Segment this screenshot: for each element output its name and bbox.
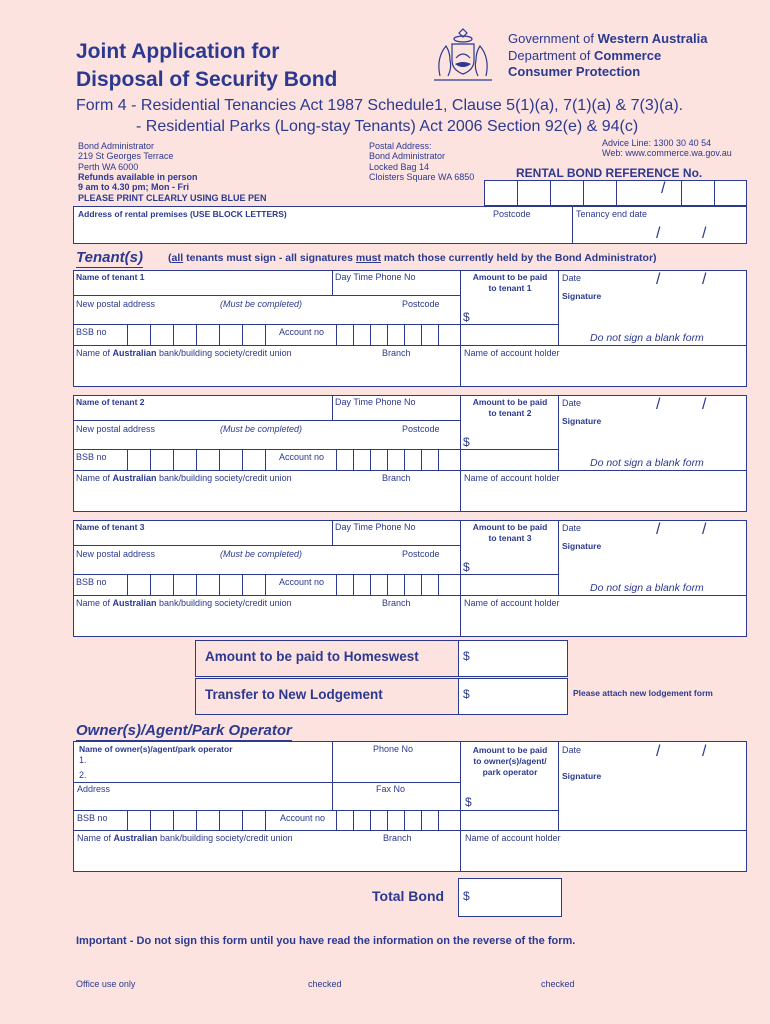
refunds-hours: 9 am to 4.30 pm; Mon - Fri — [78, 182, 190, 193]
postcode-label: Postcode — [402, 549, 440, 559]
acct-cell — [404, 324, 405, 345]
bank-suffix: bank/building society/credit union — [156, 473, 292, 483]
dollar-sign: $ — [463, 435, 470, 449]
acct-cell — [421, 324, 422, 345]
ref-cell-divider — [714, 180, 715, 206]
premises-postcode-label: Postcode — [493, 209, 531, 219]
bsb-cell — [173, 449, 174, 470]
tenants-note — [168, 252, 657, 264]
attach-note: Please attach new lodgement form — [573, 688, 713, 698]
tenants-heading: Tenant(s) — [76, 249, 143, 266]
bsb-cell — [150, 810, 151, 830]
address-line: Perth WA 6000 — [78, 161, 139, 172]
owner-box — [73, 741, 747, 872]
row-line — [73, 810, 558, 811]
row-line — [73, 345, 747, 346]
col-line — [332, 520, 333, 545]
date-slash: / — [656, 271, 661, 288]
date-slash: / — [702, 521, 707, 538]
col-line — [332, 395, 333, 420]
dollar-sign: $ — [463, 310, 470, 324]
acct-cell — [404, 810, 405, 830]
blank-form-warning: Do not sign a blank form — [590, 582, 704, 594]
row-line — [73, 420, 460, 421]
date-slash: / — [702, 271, 707, 288]
form-reference-line1: Form 4 - Residential Tenancies Act 1987 Schedule1, Clause 5(1)(a), 7(1)(a) & 7(3)(a). — [76, 97, 684, 114]
ref-slash: / — [661, 180, 666, 197]
office-use-label: Office use only — [76, 979, 136, 989]
bsb-cell — [196, 324, 197, 345]
acct-cell — [438, 324, 439, 345]
amount-label: Amount to be paid — [472, 272, 548, 282]
ref-cell-divider — [517, 180, 518, 206]
bsb-cell — [150, 449, 151, 470]
bank-label — [76, 473, 292, 483]
bsb-cell — [242, 574, 243, 595]
acct-cell — [438, 449, 439, 470]
col-line — [460, 741, 461, 872]
dollar-sign: $ — [463, 649, 470, 663]
date-slash: / — [702, 743, 707, 760]
col-line — [332, 741, 333, 810]
acct-cell — [421, 574, 422, 595]
acct-cell — [353, 449, 354, 470]
row-line — [73, 595, 747, 596]
note-paren: ( — [168, 252, 172, 264]
gov-name: Western Australia — [597, 31, 708, 46]
amount-label: Amount to be paid — [472, 522, 548, 532]
acct-cell — [353, 324, 354, 345]
acct-cell — [387, 449, 388, 470]
owner-amount-label-3: park operator — [482, 767, 538, 777]
date-label: Date — [562, 523, 582, 533]
ref-cell-divider — [583, 180, 584, 206]
owner-item-2: 2. — [79, 770, 87, 780]
checked-label-1: checked — [308, 979, 342, 989]
bsb-cell — [219, 810, 220, 830]
bsb-cell — [196, 574, 197, 595]
bank-prefix: Name of — [76, 348, 113, 358]
col-line — [460, 270, 461, 387]
acct-cell — [370, 574, 371, 595]
dept-line2: Consumer Protection — [508, 64, 641, 79]
blank-form-warning: Do not sign a blank form — [590, 332, 704, 344]
form-reference-line2: - Residential Parks (Long-stay Tenants) Act 2006 Section 92(e) & 94(c) — [136, 118, 639, 135]
ref-cell-divider — [550, 180, 551, 206]
amount-label: Amount to be paid — [472, 397, 548, 407]
date-slash: / — [656, 521, 661, 538]
account-label: Account no — [279, 327, 325, 337]
owner-amount-label-2: to owner(s)/agent/ — [473, 756, 547, 766]
transfer-amount-input[interactable] — [458, 678, 568, 715]
date-slash: / — [702, 225, 707, 242]
checked-label-2: checked — [541, 979, 575, 989]
advice-line: Advice Line: 1300 30 40 54 — [602, 138, 712, 148]
amount-label-2: to tenant 1 — [488, 283, 532, 293]
bsb-cell — [265, 324, 266, 345]
row-line — [73, 324, 558, 325]
col-line — [558, 741, 559, 830]
must-complete-note: (Must be completed) — [220, 424, 303, 434]
phone-label: Day Time Phone No — [335, 397, 416, 407]
bsb-label: BSB no — [76, 452, 107, 462]
total-bond-label: Total Bond — [372, 888, 445, 904]
holder-label: Name of account holder — [464, 348, 560, 358]
bsb-cell — [127, 574, 128, 595]
bank-suffix: bank/building society/credit union — [156, 348, 292, 358]
postal-line: Cloisters Square WA 6850 — [369, 171, 475, 182]
holder-label: Name of account holder — [464, 598, 560, 608]
tenant-name-label: Name of tenant 3 — [76, 522, 145, 532]
acct-cell — [370, 324, 371, 345]
gov-line — [508, 31, 707, 46]
refunds-note: Refunds available in person — [78, 171, 198, 182]
bsb-cell — [127, 324, 128, 345]
homeswest-label: Amount to be paid to Homeswest — [205, 649, 419, 664]
acct-cell — [421, 449, 422, 470]
postal-label: New postal address — [76, 424, 156, 434]
amount-label-2: to tenant 2 — [488, 408, 532, 418]
date-slash: / — [656, 396, 661, 413]
col-line — [460, 395, 461, 512]
bank-prefix: Name of — [77, 833, 114, 843]
bsb-cell — [150, 324, 151, 345]
row-line — [73, 545, 460, 546]
must-complete-note: (Must be completed) — [220, 299, 303, 309]
web-address: Web: www.commerce.wa.gov.au — [602, 148, 732, 159]
bsb-cell — [242, 449, 243, 470]
owner-fax-label: Fax No — [376, 784, 406, 794]
date-slash: / — [656, 225, 661, 242]
form-title-line2: Disposal of Security Bond — [76, 68, 338, 91]
signature-label: Signature — [562, 291, 602, 301]
homeswest-amount-input[interactable] — [458, 640, 568, 677]
branch-label: Branch — [382, 348, 411, 358]
tenant-box — [73, 520, 747, 637]
acct-cell — [404, 449, 405, 470]
owner-item-1: 1. — [79, 755, 87, 765]
dollar-sign: $ — [465, 795, 472, 809]
dept-name: Commerce — [594, 48, 662, 63]
account-label: Account no — [279, 577, 325, 587]
postal-line: Postal Address: — [369, 141, 432, 151]
bsb-cell — [173, 574, 174, 595]
note-must: must — [355, 252, 381, 264]
holder-label: Name of account holder — [465, 833, 561, 843]
acct-cell — [336, 324, 337, 345]
bank-label — [76, 348, 292, 358]
date-slash: / — [702, 396, 707, 413]
bsb-cell — [242, 810, 243, 830]
total-bond-input[interactable] — [458, 878, 562, 917]
postcode-label: Postcode — [402, 299, 440, 309]
acct-cell — [421, 810, 422, 830]
bank-bold: Australian — [112, 598, 157, 608]
col-line — [558, 270, 559, 345]
branch-label: Branch — [382, 473, 411, 483]
bank-bold: Australian — [113, 833, 158, 843]
note-all: all — [171, 252, 184, 264]
phone-label: Day Time Phone No — [335, 522, 416, 532]
postal-line: Bond Administrator — [369, 151, 446, 162]
bsb-label: BSB no — [76, 577, 107, 587]
owner-amount-label: Amount to be paid — [472, 745, 548, 755]
dept-line — [508, 48, 661, 63]
acct-cell — [387, 810, 388, 830]
bsb-cell — [196, 810, 197, 830]
premises-address-label: Address of rental premises (USE BLOCK LETTERS) — [78, 209, 287, 219]
bsb-cell — [265, 810, 266, 830]
bsb-cell — [127, 810, 128, 830]
postal-label: New postal address — [76, 299, 156, 309]
acct-cell — [336, 574, 337, 595]
note-mid: tenants must sign - all signatures — [183, 252, 356, 264]
col-line — [558, 520, 559, 595]
row-line — [73, 449, 558, 450]
owner-phone-label: Phone No — [373, 744, 414, 754]
important-note: Important - Do not sign this form until you have read the information on the reverse of the form. — [76, 935, 576, 947]
dept-prefix: Department of — [508, 48, 594, 63]
bsb-cell — [196, 449, 197, 470]
must-complete-note: (Must be completed) — [220, 549, 303, 559]
bank-bold: Australian — [112, 348, 157, 358]
bond-admin-address — [78, 141, 198, 192]
postcode-label: Postcode — [402, 424, 440, 434]
bsb-cell — [242, 324, 243, 345]
bsb-label: BSB no — [77, 813, 108, 823]
ref-cell-divider — [681, 180, 682, 206]
row-line — [73, 830, 747, 831]
address-line: 219 St Georges Terrace — [78, 151, 174, 162]
acct-cell — [387, 574, 388, 595]
acct-cell — [370, 810, 371, 830]
signature-label: Signature — [562, 416, 602, 426]
print-note: PLEASE PRINT CLEARLY USING BLUE PEN — [78, 193, 267, 203]
account-label: Account no — [279, 452, 325, 462]
owner-heading: Owner(s)/Agent/Park Operator — [76, 722, 292, 739]
bank-suffix: bank/building society/credit union — [157, 833, 293, 843]
owner-name-label: Name of owner(s)/agent/park operator — [79, 744, 233, 754]
dollar-sign: $ — [463, 889, 470, 903]
blank-form-warning: Do not sign a blank form — [590, 457, 704, 469]
tenant-name-label: Name of tenant 1 — [76, 272, 145, 282]
acct-cell — [353, 810, 354, 830]
col-line — [332, 270, 333, 295]
tenancy-end-label: Tenancy end date — [576, 209, 648, 219]
dollar-sign: $ — [463, 687, 470, 701]
bsb-cell — [127, 449, 128, 470]
bond-reference-label: RENTAL BOND REFERENCE No. — [516, 166, 703, 180]
note-end: match those currently held by the Bond Administrator) — [380, 252, 657, 264]
bsb-cell — [265, 449, 266, 470]
transfer-label: Transfer to New Lodgement — [205, 687, 383, 702]
acct-cell — [404, 574, 405, 595]
signature-label: Signature — [562, 771, 602, 781]
acct-cell — [438, 810, 439, 830]
signature-label: Signature — [562, 541, 602, 551]
bsb-cell — [173, 324, 174, 345]
date-label: Date — [562, 745, 582, 755]
account-label: Account no — [280, 813, 326, 823]
bsb-cell — [265, 574, 266, 595]
ref-cell-divider — [616, 180, 617, 206]
branch-label: Branch — [383, 833, 412, 843]
bsb-cell — [173, 810, 174, 830]
premises-divider — [572, 206, 573, 244]
date-label: Date — [562, 273, 582, 283]
coat-of-arms-icon — [428, 26, 498, 84]
tenant-box — [73, 270, 747, 387]
branch-label: Branch — [382, 598, 411, 608]
gov-prefix: Government of — [508, 31, 598, 46]
dollar-sign: $ — [463, 560, 470, 574]
tenant-box — [73, 395, 747, 512]
postal-line: Locked Bag 14 — [369, 161, 430, 172]
row-line — [73, 574, 558, 575]
bsb-label: BSB no — [76, 327, 107, 337]
acct-cell — [387, 324, 388, 345]
bank-prefix: Name of — [76, 598, 113, 608]
bsb-cell — [150, 574, 151, 595]
acct-cell — [336, 810, 337, 830]
bank-label — [77, 833, 293, 843]
owner-address-label: Address — [77, 784, 111, 794]
acct-cell — [353, 574, 354, 595]
tenant-name-label: Name of tenant 2 — [76, 397, 145, 407]
bank-prefix: Name of — [76, 473, 113, 483]
row-line — [73, 782, 460, 783]
form-title-line1: Joint Application for — [76, 40, 280, 63]
holder-label: Name of account holder — [464, 473, 560, 483]
postal-label: New postal address — [76, 549, 156, 559]
col-line — [558, 395, 559, 470]
acct-cell — [438, 574, 439, 595]
phone-label: Day Time Phone No — [335, 272, 416, 282]
bsb-cell — [219, 449, 220, 470]
bsb-cell — [219, 574, 220, 595]
col-line — [460, 520, 461, 637]
amount-label-2: to tenant 3 — [488, 533, 532, 543]
date-slash: / — [656, 743, 661, 760]
row-line — [73, 470, 747, 471]
bsb-cell — [219, 324, 220, 345]
bank-label — [76, 598, 292, 608]
row-line — [73, 295, 460, 296]
postal-address — [369, 141, 474, 182]
acct-cell — [370, 449, 371, 470]
bank-suffix: bank/building society/credit union — [156, 598, 292, 608]
bank-bold: Australian — [112, 473, 157, 483]
acct-cell — [336, 449, 337, 470]
advice-contact — [602, 138, 732, 159]
date-label: Date — [562, 398, 582, 408]
address-line: Bond Administrator — [78, 141, 155, 151]
